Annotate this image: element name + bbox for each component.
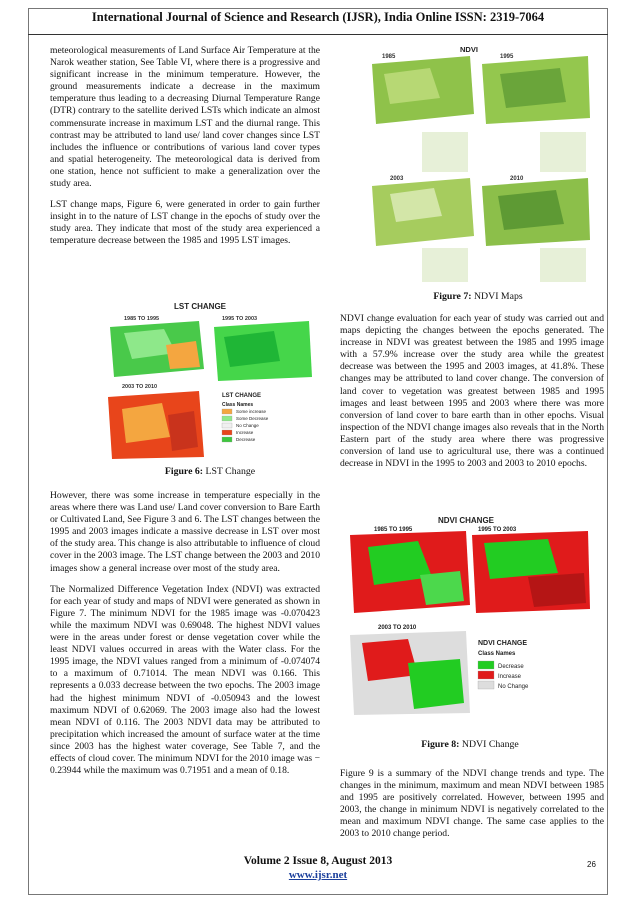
map-patch [122, 403, 170, 443]
caption-text: NDVI Change [459, 739, 519, 750]
left-column-bottom [50, 490, 320, 786]
legend-label: Some Decrease [236, 416, 269, 421]
panel-label: 2003 TO 2010 [122, 384, 158, 390]
legend-title: NDVI CHANGE [478, 640, 528, 647]
figure-title: NDVI CHANGE [438, 516, 495, 525]
lst-change-figure [104, 297, 316, 462]
ndvi-change-figure [348, 513, 592, 717]
map-legend [422, 248, 468, 282]
legend-subtitle: Class Names [478, 651, 516, 657]
panel-label: 1995 TO 2003 [478, 527, 517, 533]
panel-label: 1995 TO 2003 [222, 316, 258, 322]
figure-8-caption [348, 739, 592, 750]
figure-title: NDVI [460, 45, 478, 54]
year-label: 1995 [500, 54, 514, 60]
legend-swatch [478, 661, 494, 669]
figure-6-caption [104, 466, 316, 477]
legend-label: Decrease [236, 437, 256, 442]
legend-swatch [222, 416, 232, 421]
map-patch [484, 539, 558, 579]
year-label: 1985 [382, 54, 396, 60]
left-column-top [50, 45, 320, 257]
paragraph: Figure 9 is a summary of the NDVI change trends and type. The changes in the minimum, maximum and mean NDVI between 1985 and 1995 are positively correlated. However, between 1995 and 2003, the change in minimum NDVI is negatively correlated to the mean and maximum NDVI change. The same case applies to the 2003 to 2010 change period. [340, 768, 604, 840]
figure-7-caption [360, 291, 596, 302]
caption-label: Figure 8: [421, 739, 460, 750]
legend-label: No Change [498, 684, 529, 690]
map-legend [422, 132, 468, 172]
right-column-top [340, 313, 604, 479]
panel-label: 1985 TO 1995 [374, 527, 413, 533]
panel-label: 1985 TO 1995 [124, 316, 160, 322]
issue-info: Volume 2 Issue 8, August 2013 [243, 855, 393, 867]
legend-swatch [222, 409, 232, 414]
map-patch [498, 190, 564, 230]
legend-swatch [222, 430, 232, 435]
map-patch [528, 573, 586, 607]
page-footer [28, 855, 608, 881]
legend-label: Some increase [236, 409, 267, 414]
paragraph: meteorological measurements of Land Surface Air Temperature at the Narok weather station, See Table VI, where there is a progressive and significant increase in the minimum temperature. However, the ground measurements indicate a decrease in the maximum temperature thus leading to a decreasing Diurnal Temperature Range (DTR) contrary to the satellite derived LSTs which indicate an almost commensurate increase in maximum LST and the diurnal range. This contrast may be attributed to land use/ land cover changes since LST includes the influence or contributions of various land cover types and spatial heterogeneity. The meteorological data is derived from one station, hence not sufficient to make a generalization over the study area. [50, 45, 320, 190]
map-legend [540, 248, 586, 282]
figure-title: LST CHANGE [174, 302, 226, 311]
year-label: 2010 [510, 176, 524, 182]
legend-swatch [222, 423, 232, 428]
right-column-bottom [340, 768, 604, 850]
year-label: 2003 [390, 176, 404, 182]
paragraph: However, there was some increase in temperature especially in the areas where there was Land use/ Land cover conversion to Bare Earth or Cultivated Land, See Figure 3 and 6. The LST changes between the 1995 and 2003 images indicate a massive decrease in LST over most of the study area. This change is also attributable to influence of cloud cover in the 2003 image. The LST change between the 2003 and 2010 images show a general increase over most of the study area. [50, 490, 320, 574]
map-patch [166, 341, 200, 369]
map-legend [540, 132, 586, 172]
map-patch [224, 331, 280, 367]
journal-link[interactable]: www.ijsr.net [288, 869, 348, 881]
legend-title: LST CHANGE [222, 393, 261, 399]
header-rule [28, 34, 608, 35]
map-patch [500, 68, 566, 108]
map-patch [390, 188, 442, 222]
caption-text: NDVI Maps [471, 291, 523, 302]
map-patch [384, 68, 440, 104]
legend-subtitle: Class Names [222, 402, 254, 408]
legend-label: Decrease [498, 664, 524, 670]
map-patch [168, 411, 198, 451]
page-number: 26 [587, 860, 596, 869]
journal-header: International Journal of Science and Research (IJSR), India Online ISSN: 2319-7064 [91, 10, 545, 24]
legend-swatch [478, 681, 494, 689]
legend-label: Increase [498, 674, 522, 680]
paragraph: LST change maps, Figure 6, were generated in order to gain further insight in to the nature of LST change in the epochs of study over the study area. They indicate that most of the study area experienced a temperature decrease between the 1985 and 1995 LST images. [50, 199, 320, 247]
legend-label: No Change [236, 423, 259, 428]
paragraph: The Normalized Difference Vegetation Index (NDVI) was extracted for each year of study and maps of NDVI were generated as shown in Figure 7. The minimum NDVI for the 1985 image was -0.070423 while the maximum NDVI was 0.69048. The highest NDVI values were in the areas under forest or dense vegetation cover while the least NDVI values occurred in areas with the Water class. For the 1995 image, the NDVI values ranged from a minimum of -0.074074 to a maximum of 0.71014. The mean NDVI was 0.166. This represents a 0.033 decrease between the two epochs. The 2003 image had the highest minimum NDVI of -0.050943 and the lowest maximum NDVI of 0.62069. The 2003 image also had the lowest mean NDVI of 0.116. The 2003 NDVI data may be attributed to precipitation which increased the amount of surface water at the time since 2003 has the highest water coverage, See Table 7, and the effects of cloud cover. The minimum NDVI for the 2010 image was − 0.23944 while the maximum was 0.71951 and a mean of 0.18. [50, 583, 320, 777]
caption-label: Figure 6: [164, 466, 204, 477]
legend-swatch [222, 437, 232, 442]
panel-label: 2003 TO 2010 [378, 625, 417, 631]
legend-swatch [478, 671, 494, 679]
legend-label: Increase [236, 430, 254, 435]
caption-text: LST Change [203, 466, 256, 477]
map-patch [420, 571, 464, 605]
map-patch [408, 659, 464, 709]
caption-label: Figure 7: [433, 291, 472, 302]
paragraph: NDVI change evaluation for each year of study was carried out and maps depicting the changes between the epochs generated. The increase in NDVI was greatest between the 1985 and 1995 image with a 57.9% increase over the study area while the greatest decrease was between the 1995 and 2003 images, at 41.8%. These changes may be attributed to land cover change. The conversion of land cover to vegetation was greatest between 1985 and 1995 images and least between 1995 and 2003 where there was more conversion of land cover to bare earth than in other epochs. Visual inspection of the NDVI change images also reveals that in the North Eastern part of the study area where there was progressive conversion of land use to agricultural use, there was a continued decrease in NDVI in the 1995 to 2003 and 2003 to 2010 epochs. [340, 313, 604, 470]
ndvi-maps-figure [360, 40, 596, 285]
